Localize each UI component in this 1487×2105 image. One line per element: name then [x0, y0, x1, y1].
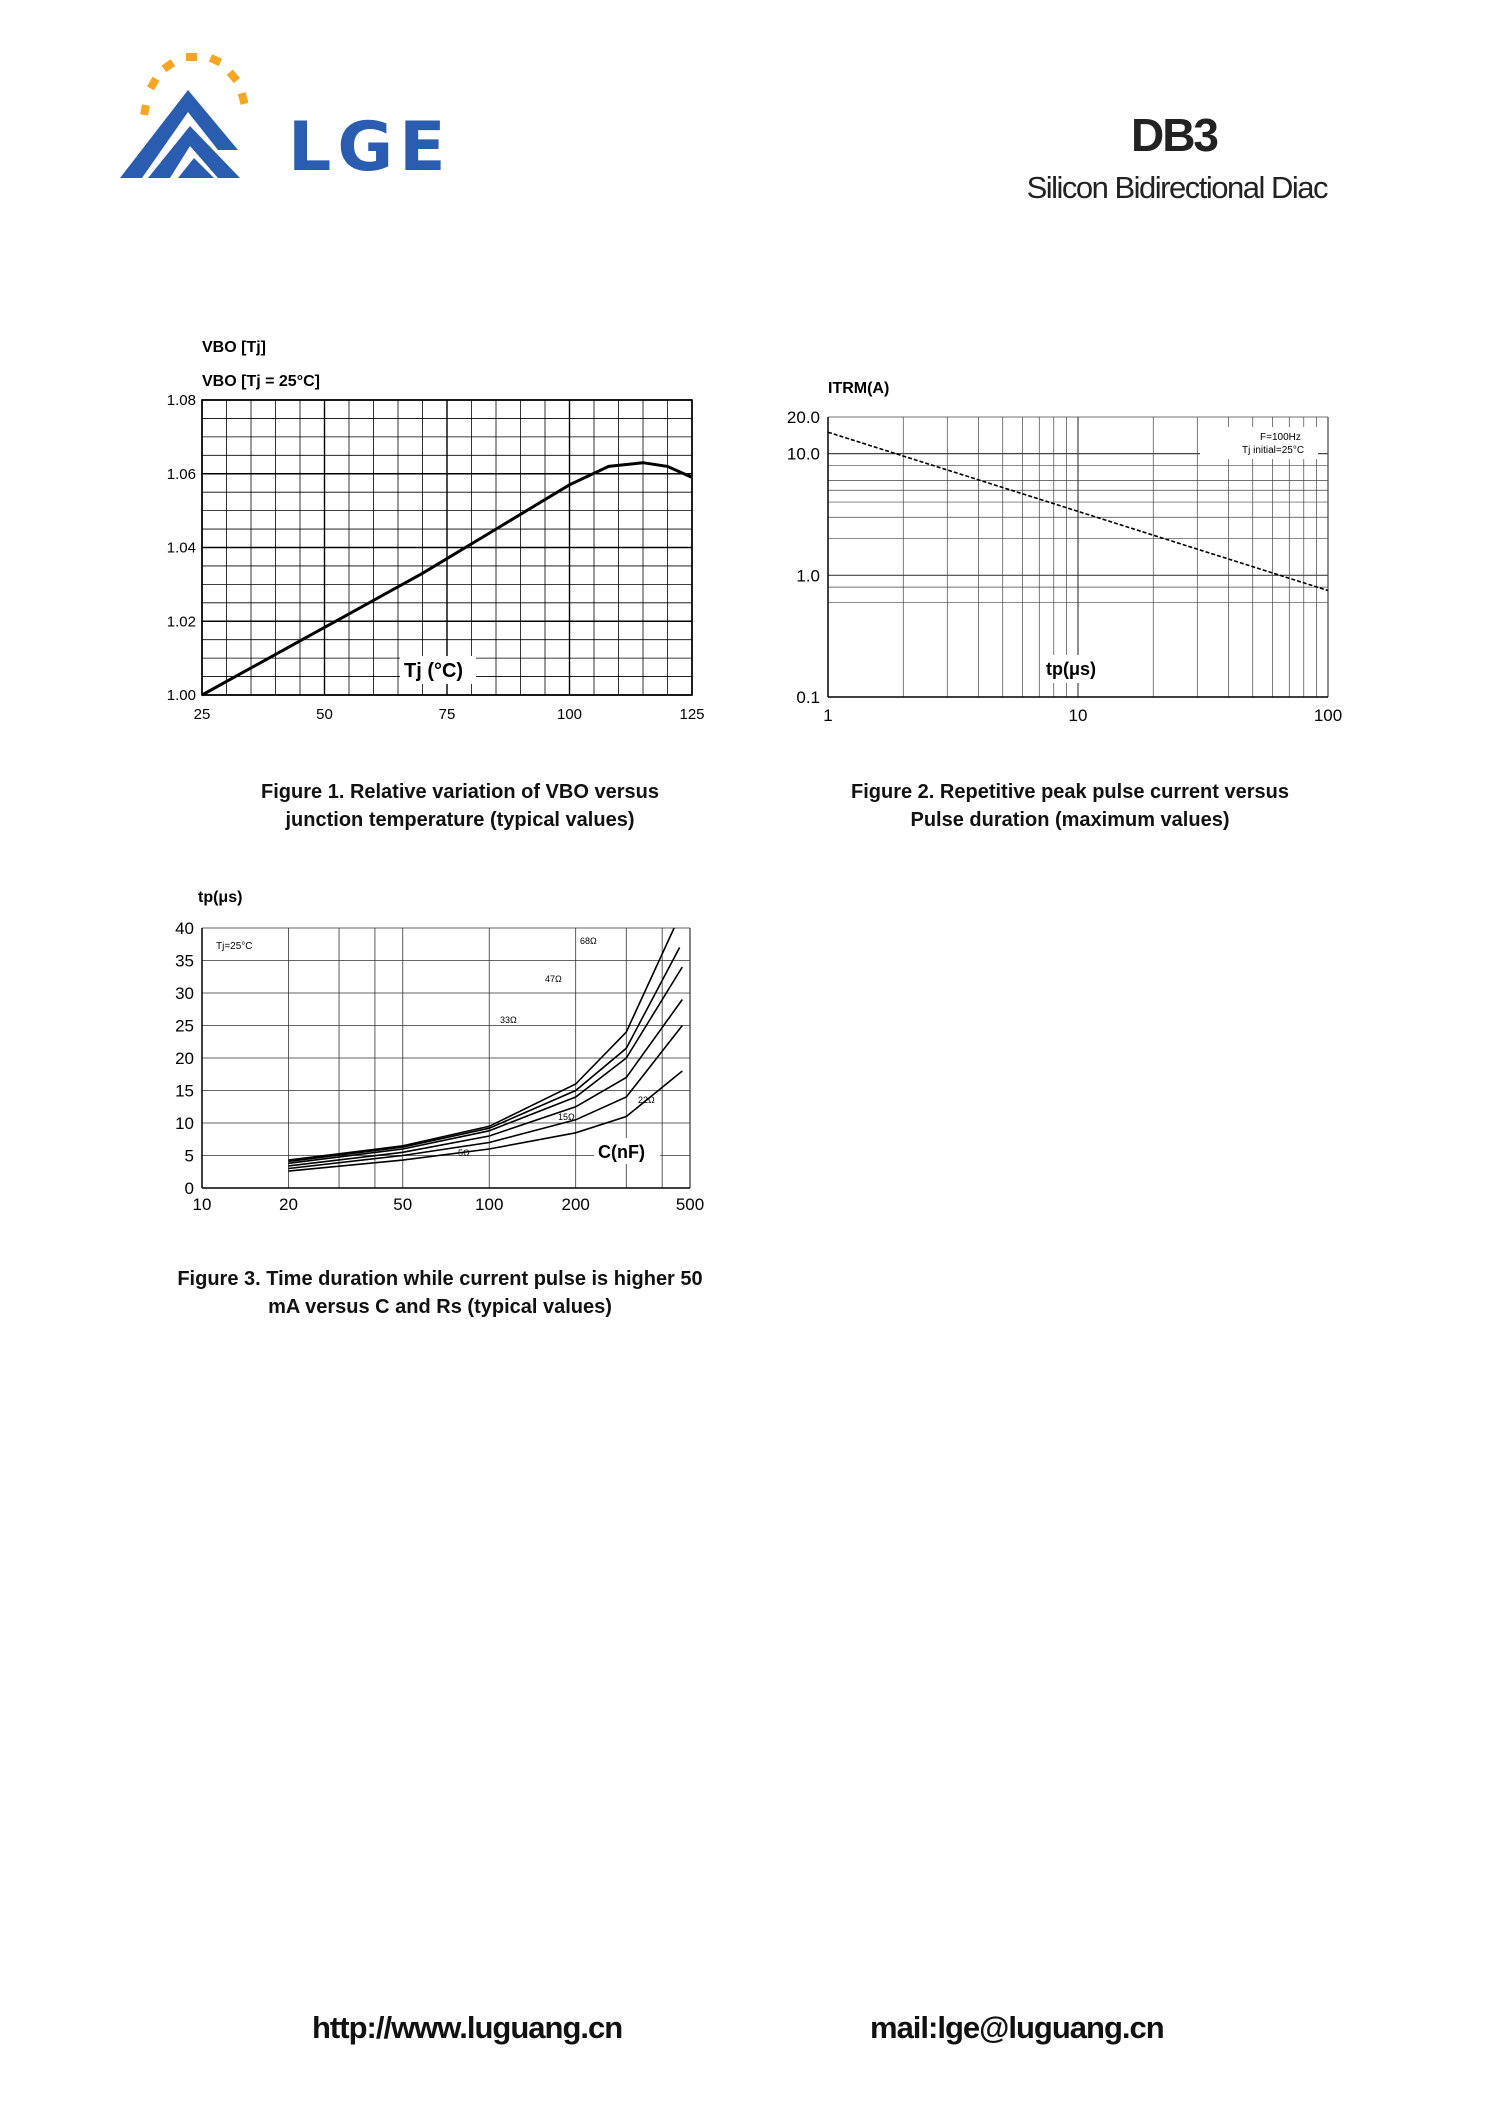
- y-tick-label: 1.06: [166, 465, 196, 483]
- x-tick-label: 500: [675, 1195, 705, 1214]
- brand-name: LGE: [288, 108, 452, 187]
- figure-2-chart: [770, 365, 1350, 735]
- x-tick-label: 100: [475, 1195, 504, 1214]
- y-tick-label: 1.00: [166, 687, 196, 704]
- series-line-33Ω: [289, 967, 683, 1163]
- footer-email[interactable]: mail:lge@luguang.cn: [870, 2010, 1164, 2045]
- figure-3-caption: [160, 1265, 720, 1321]
- x-axis-label: tp(μs): [1046, 659, 1097, 679]
- x-tick-label: 25: [193, 706, 211, 723]
- x-tick-label: 125: [679, 706, 705, 723]
- y-axis-label-line2: VBO [Tj = 25°C]: [202, 373, 320, 390]
- y-axis-label-line1: VBO [Tj]: [202, 339, 266, 356]
- y-tick-label: 10.0: [786, 444, 820, 464]
- figure-1-chart: [150, 330, 710, 730]
- y-axis-label: tp(μs): [198, 889, 243, 906]
- x-tick-label: 100: [1313, 706, 1343, 725]
- y-tick-label: 25: [175, 1016, 194, 1036]
- y-tick-label: 0.1: [796, 688, 820, 707]
- figure-1-caption: [200, 778, 720, 834]
- y-tick-label: 1.08: [166, 392, 196, 409]
- part-subtitle: Silicon Bidirectional Diac: [1026, 170, 1327, 205]
- y-tick-label: 1.04: [166, 539, 196, 557]
- y-tick-label: 20.0: [786, 408, 820, 427]
- figure-3-chart: [160, 880, 730, 1230]
- x-axis-label: C(nF): [598, 1142, 645, 1162]
- mountain-icon: [120, 90, 240, 178]
- y-tick-label: 35: [175, 951, 194, 971]
- y-tick-label: 15: [175, 1081, 194, 1101]
- y-tick-label: 1.0: [796, 566, 820, 586]
- series-line-68Ω: [289, 928, 675, 1160]
- series-label: 68Ω: [580, 936, 597, 946]
- figure-2-caption-text: Figure 2. Repetitive peak pulse current versus Pulse duration (maximum values): [851, 781, 1289, 831]
- series-label: 22Ω: [638, 1095, 655, 1105]
- annotation-tj: Tj=25°C: [216, 941, 253, 952]
- figure-1-caption-text: Figure 1. Relative variation of VBO versus junction temperature (typical values): [261, 781, 659, 831]
- x-axis-label: Tj (°C): [404, 660, 464, 682]
- series-label: 15Ω: [558, 1112, 575, 1122]
- x-tick-label: 1: [823, 706, 833, 725]
- x-tick-label: 10: [192, 1195, 212, 1214]
- y-tick-label: 0: [184, 1179, 194, 1198]
- y-tick-label: 5: [184, 1146, 194, 1166]
- y-axis-label: ITRM(A): [828, 380, 890, 397]
- part-number: DB3: [1130, 109, 1217, 161]
- series-label: 33Ω: [500, 1015, 517, 1025]
- x-tick-label: 100: [556, 706, 583, 723]
- x-tick-label: 50: [316, 706, 333, 723]
- series-label: 47Ω: [545, 974, 562, 984]
- annotation-temperature: Tj initial=25°C: [1242, 445, 1305, 456]
- y-tick-label: 1.02: [166, 613, 196, 631]
- y-tick-label: 40: [175, 919, 194, 938]
- x-tick-label: 200: [561, 1195, 590, 1214]
- x-tick-label: 10: [1068, 706, 1088, 725]
- footer-website[interactable]: http://www.luguang.cn: [312, 2010, 623, 2045]
- x-tick-label: 75: [438, 706, 456, 723]
- series-label: 5Ω: [458, 1148, 470, 1158]
- y-tick-label: 10: [175, 1114, 194, 1133]
- series-line-47Ω: [289, 948, 680, 1162]
- figure-3-caption-text: Figure 3. Time duration while current pulse is higher 50 mA versus C and Rs (typical values): [177, 1268, 703, 1318]
- figure-2-caption: [810, 778, 1330, 834]
- x-tick-label: 50: [393, 1195, 413, 1214]
- y-tick-label: 20: [175, 1049, 194, 1068]
- x-tick-label: 20: [279, 1195, 298, 1214]
- annotation-frequency: F=100Hz: [1260, 432, 1301, 443]
- y-tick-label: 30: [175, 984, 194, 1003]
